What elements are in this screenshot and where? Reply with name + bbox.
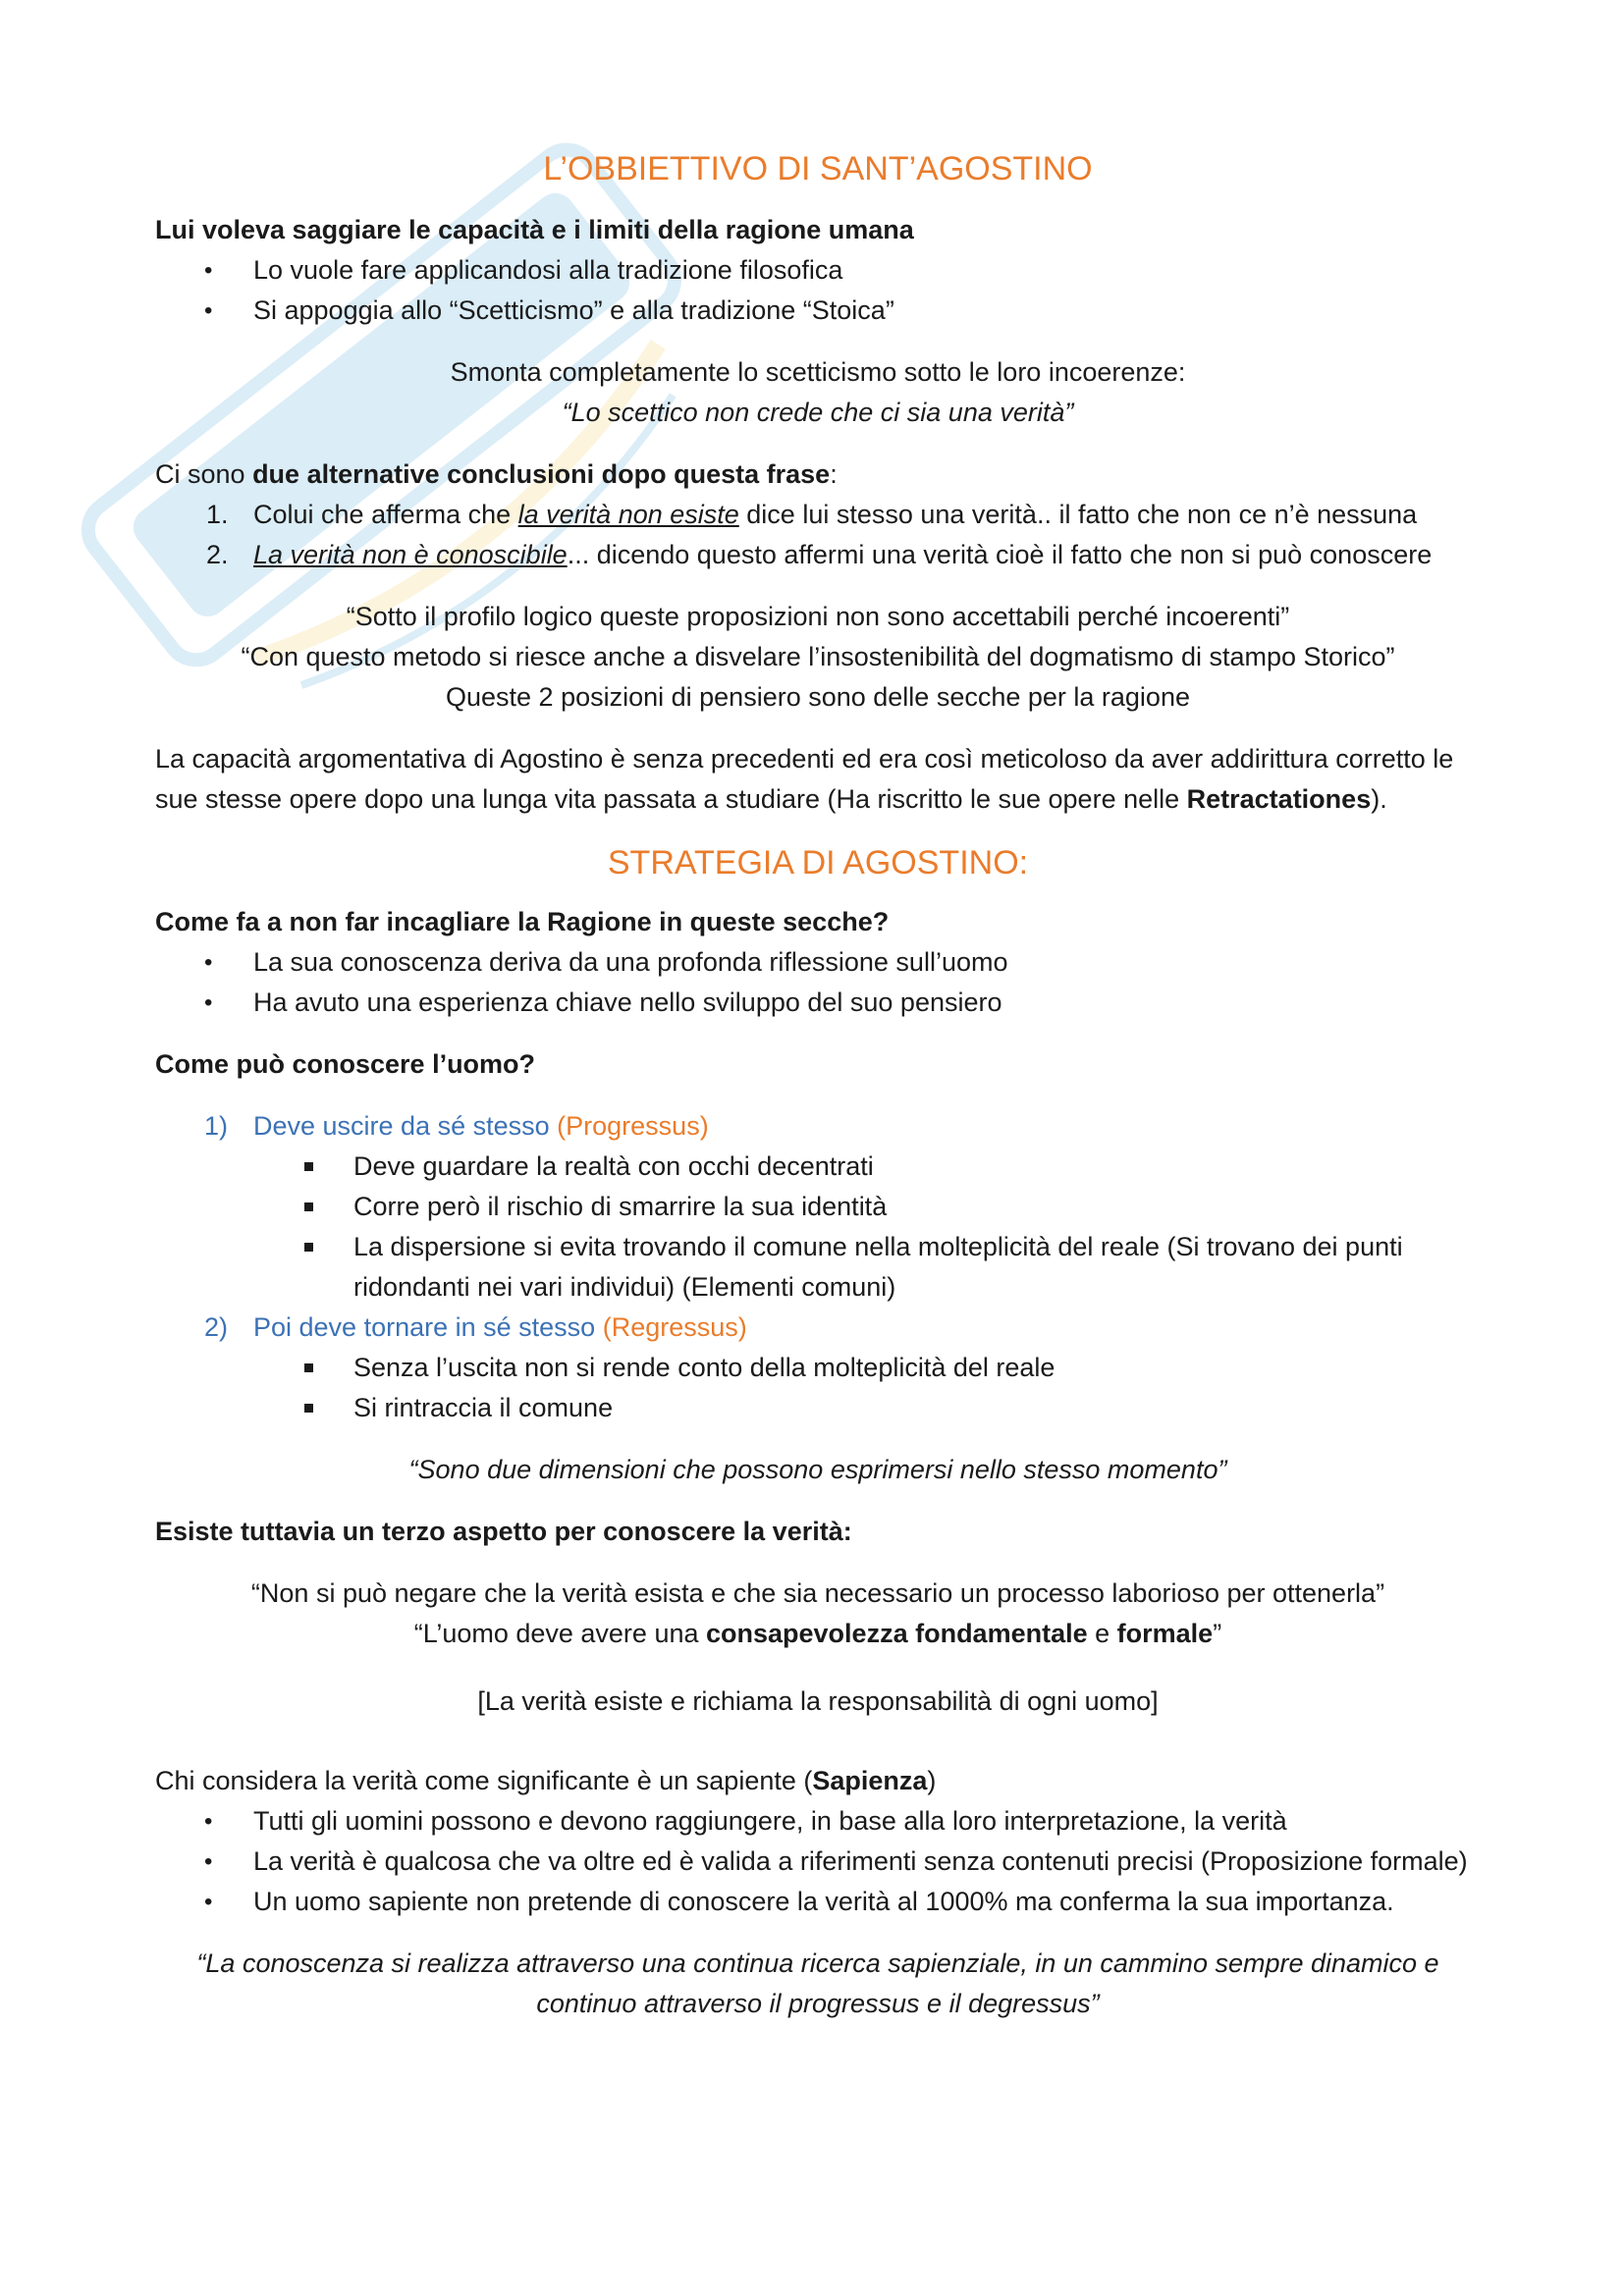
document-content xyxy=(155,147,1481,2024)
center-quote: “Con questo metodo si riesce anche a disvelare l’insostenibilità del dogmatismo di stampo Storico” xyxy=(241,642,1395,671)
list-item: • La sua conoscenza deriva da una profonda riflessione sull’uomo xyxy=(155,942,1481,983)
list-item: • Lo vuole fare applicandosi alla tradizione filosofica xyxy=(155,250,1481,291)
final-quote: “La conoscenza si realizza attraverso una continua ricerca sapienziale, in un cammino sempre dinamico e continuo attraverso il progressus e il degressus” xyxy=(196,1949,1439,2018)
list-item: • Un uomo sapiente non pretende di conoscere la verità al 1000% ma conferma la sua importanza. xyxy=(155,1882,1481,1922)
list-item: La dispersione si evita trovando il comune nella molteplicità del reale (Si trovano dei punti ridondanti nei vari individui) (Elementi comuni) xyxy=(155,1227,1481,1308)
center-text: Queste 2 posizioni di pensiero sono delle secche per la ragione xyxy=(446,682,1190,712)
sub-list xyxy=(155,1147,1481,1308)
numbered-list xyxy=(155,495,1481,575)
bullet-list xyxy=(155,1801,1481,1922)
center-quote: “Sotto il profilo logico queste proposizioni non sono accettabili perché incoerenti” xyxy=(346,602,1290,631)
step-heading: 2) Poi deve tornare in sé stesso (Regressus) xyxy=(204,1312,747,1342)
list-item: Si rintraccia il comune xyxy=(155,1388,1481,1428)
sub-list xyxy=(155,1348,1481,1428)
list-item: • Tutti gli uomini possono e devono raggiungere, in base alla loro interpretazione, la verità xyxy=(155,1801,1481,1842)
list-item: • Si appoggia allo “Scetticismo” e alla tradizione “Stoica” xyxy=(155,291,1481,331)
bullet-list xyxy=(155,942,1481,1023)
center-quote: “Sono due dimensioni che possono esprimersi nello stesso momento” xyxy=(408,1455,1227,1484)
list-item: Corre però il rischio di smarrire la sua identità xyxy=(155,1187,1481,1227)
bullet-list xyxy=(155,250,1481,331)
center-quote: “Lo scettico non crede che ci sia una verità” xyxy=(562,398,1074,427)
section-heading: Lui voleva saggiare le capacità e i limiti della ragione umana xyxy=(155,215,914,244)
paragraph: Chi considera la verità come significante è un sapiente (Sapienza) xyxy=(155,1766,937,1795)
section-title: STRATEGIA DI AGOSTINO: xyxy=(607,844,1029,881)
center-quote: “L’uomo deve avere una consapevolezza fondamentale e formale” xyxy=(413,1619,1222,1648)
list-item: • La verità è qualcosa che va oltre ed è valida a riferimenti senza contenuti precisi (Proposizione formale) xyxy=(155,1842,1481,1882)
list-item: Deve guardare la realtà con occhi decentrati xyxy=(155,1147,1481,1187)
center-text: Smonta completamente lo scetticismo sotto le loro incoerenze: xyxy=(450,357,1186,387)
list-item: Senza l’uscita non si rende conto della molteplicità del reale xyxy=(155,1348,1481,1388)
list-item: • Ha avuto una esperienza chiave nello sviluppo del suo pensiero xyxy=(155,983,1481,1023)
intro-paragraph: Ci sono due alternative conclusioni dopo questa frase: xyxy=(155,459,838,489)
step-heading: 1) Deve uscire da sé stesso (Progressus) xyxy=(204,1111,709,1141)
bracket-note: [La verità esiste e richiama la responsabilità di ogni uomo] xyxy=(477,1686,1159,1716)
paragraph: La capacità argomentativa di Agostino è senza precedenti ed era così meticoloso da aver addirittura corretto le sue stesse opere dopo una lunga vita passata a studiare (Ha riscritto le sue opere nelle Retractationes). xyxy=(155,744,1454,814)
page-title: L’OBBIETTIVO DI SANT’AGOSTINO xyxy=(543,150,1093,187)
list-item: 1. Colui che afferma che la verità non esiste dice lui stesso una verità.. il fatto che non ce n’è nessuna xyxy=(206,500,1418,529)
section-heading: Come può conoscere l’uomo? xyxy=(155,1049,536,1079)
center-quote: “Non si può negare che la verità esista e che sia necessario un processo laborioso per ottenerla” xyxy=(250,1578,1385,1608)
section-heading: Esiste tuttavia un terzo aspetto per conoscere la verità: xyxy=(155,1517,852,1546)
list-item: 2. La verità non è conoscibile... dicendo questo affermi una verità cioè il fatto che non si può conoscere xyxy=(206,540,1433,569)
section-heading: Come fa a non far incagliare la Ragione in queste secche? xyxy=(155,907,890,936)
